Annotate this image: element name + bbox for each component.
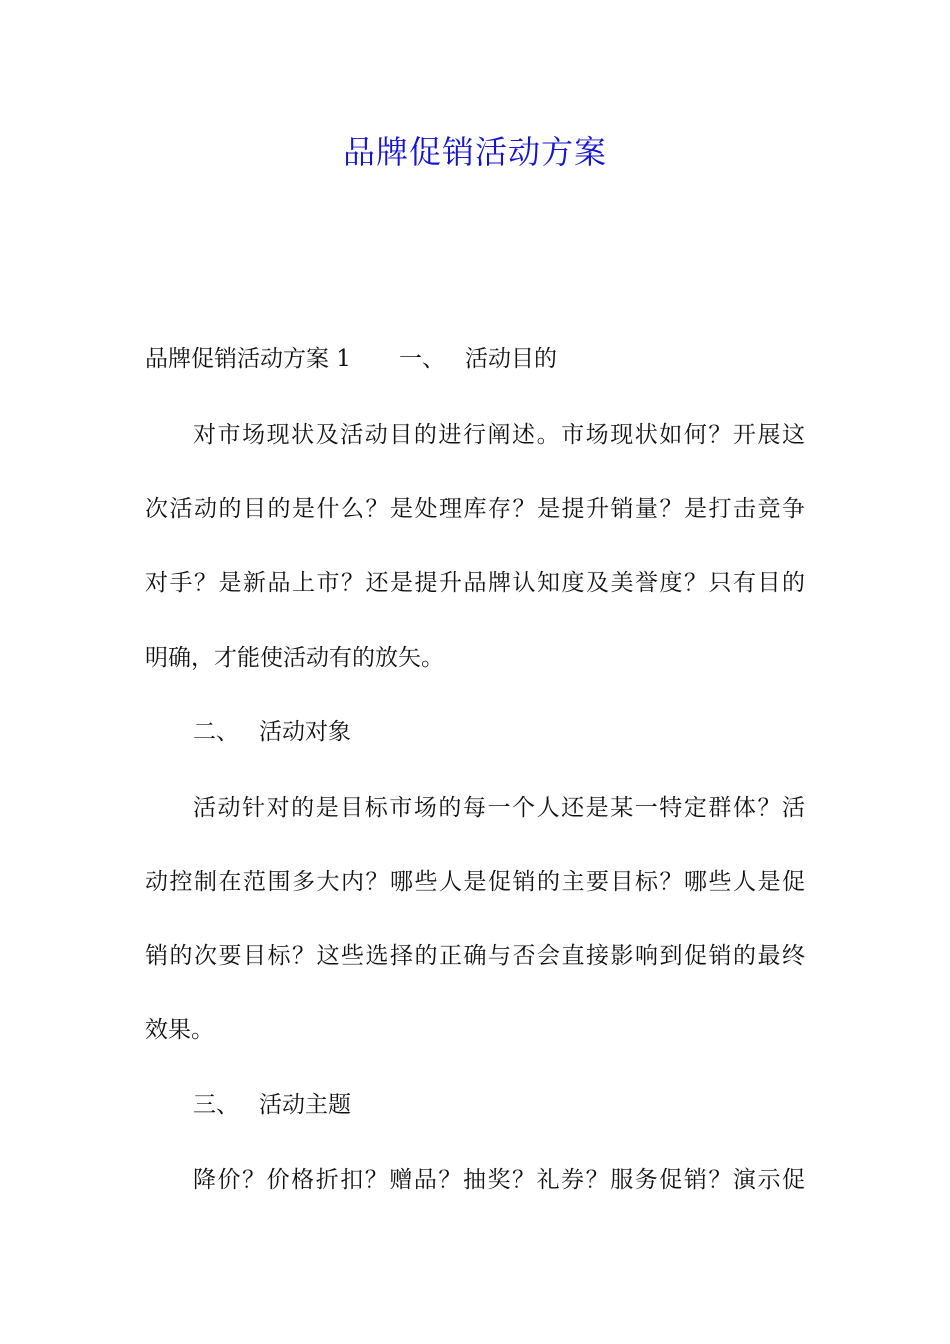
paragraph-line: 活动针对的是目标市场的每一个人还是某一特定群体？活 [193,795,805,821]
section-3-title: 活动主题 [259,1092,351,1118]
intro-line [145,343,805,375]
paragraph-line: 动控制在范围多大内？哪些人是促销的主要目标？哪些人是促 [145,869,805,895]
section-2-number: 二、 [193,719,239,745]
section-heading [193,716,805,748]
paragraph-line: 效果。 [145,1017,214,1043]
paragraph-line: 降价？价格折扣？赠品？抽奖？礼券？服务促销？演示促 [193,1167,805,1193]
paragraph-line: 销的次要目标？这些选择的正确与否会直接影响到促销的最终 [145,943,805,969]
paragraph-line: 对市场现状及活动目的进行阐述。市场现状如何？开展这 [193,422,805,448]
paragraph-line: 次活动的目的是什么？是处理库存？是提升销量？是打击竞争 [145,496,805,522]
document-title: 品牌促销活动方案 [342,133,607,171]
paragraph-line: 明确，才能使活动有的放矢。 [145,645,444,671]
section-3-number: 三、 [193,1092,239,1118]
section-heading [193,1089,805,1121]
paragraph-line: 对手？是新品上市？还是提升品牌认知度及美誉度？只有目的 [145,570,805,596]
section-2-title: 活动对象 [259,719,351,745]
intro-heading: 品牌促销活动方案 1 [145,346,351,372]
section-1-title: 活动目的 [464,346,557,372]
section-1-number: 一、 [398,346,445,372]
